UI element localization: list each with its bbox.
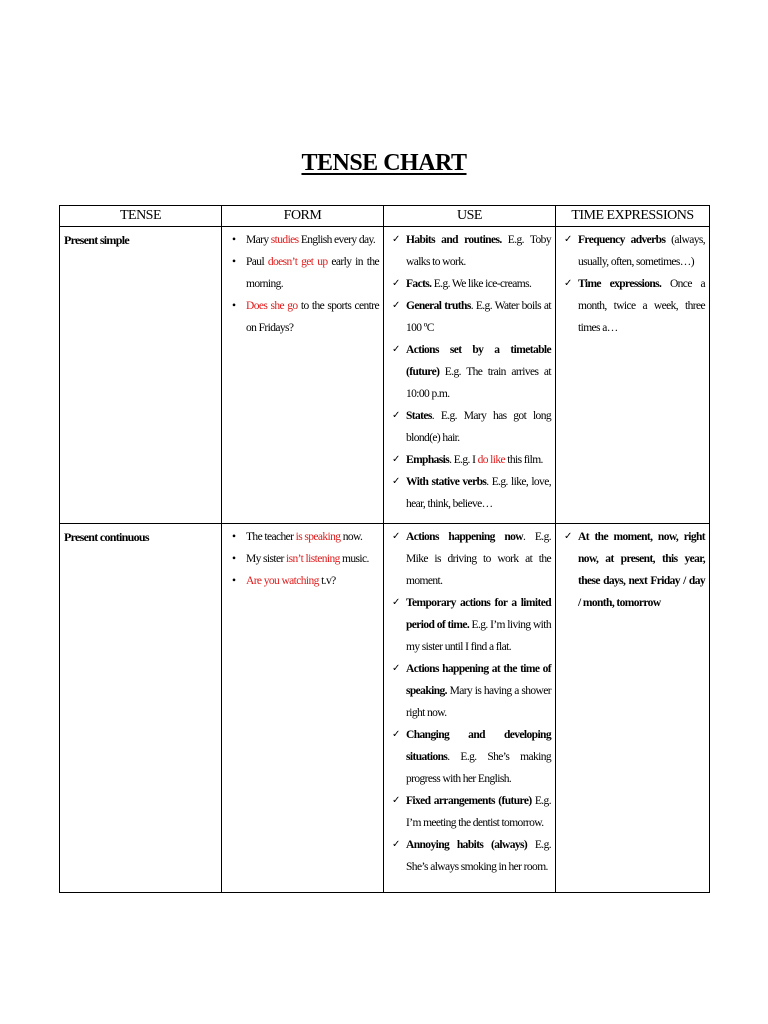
form-cell [222, 227, 384, 524]
time-item: ✓ Time expressions. Once a month, twice a week, three times a… [560, 273, 705, 339]
use-item: ✓ Actions happening at the time of speaking. Mary is having a shower right now. [388, 658, 551, 724]
time-expressions-cell [556, 227, 710, 524]
header-use: USE [384, 206, 556, 227]
form-item: • My sister isn’t listening music. [226, 548, 379, 570]
use-item: ✓ Actions happening now. E.g. Mike is driving to work at the moment. [388, 526, 551, 592]
use-item: ✓ Actions set by a timetable (future) E.g. The train arrives at 10:00 p.m. [388, 339, 551, 405]
use-item: ✓ Emphasis. E.g. I do like this film. [388, 449, 551, 471]
header-form: FORM [222, 206, 384, 227]
use-cell [384, 227, 556, 524]
table-row [60, 227, 710, 524]
use-item: ✓ Fixed arrangements (future) E.g. I’m meeting the dentist tomorrow. [388, 790, 551, 834]
form-item: • Paul doesn’t get up early in the morning. [226, 251, 379, 295]
form-item: • The teacher is speaking now. [226, 526, 379, 548]
use-item: ✓ Temporary actions for a limited period of time. E.g. I’m living with my sister until I find a flat. [388, 592, 551, 658]
table-header-row [60, 206, 710, 227]
table-row [60, 524, 710, 893]
header-time-expressions: TIME EXPRESSIONS [556, 206, 710, 227]
form-item: • Are you watching t.v? [226, 570, 379, 592]
use-item: ✓ Annoying habits (always) E.g. She’s always smoking in her room. [388, 834, 551, 878]
time-item: ✓ Frequency adverbs (always, usually, often, sometimes…) [560, 229, 705, 273]
use-cell [384, 524, 556, 893]
page-title [0, 150, 768, 177]
use-item: ✓ Habits and routines. E.g. Toby walks to work. [388, 229, 551, 273]
use-item: ✓ General truths. E.g. Water boils at 100 ºC [388, 295, 551, 339]
form-cell [222, 524, 384, 893]
tense-table [59, 205, 710, 893]
use-item: ✓ Facts. E.g. We like ice-creams. [388, 273, 551, 295]
time-item: ✓ At the moment, now, right now, at present, this year, these days, next Friday / day / month, tomorrow [560, 526, 705, 614]
title-text: TENSE CHART [301, 150, 467, 176]
use-item: ✓ Changing and developing situations. E.g. She’s making progress with her English. [388, 724, 551, 790]
use-item: ✓ States. E.g. Mary has got long blond(e) hair. [388, 405, 551, 449]
time-expressions-cell [556, 524, 710, 893]
form-item: • Mary studies English every day. [226, 229, 379, 251]
header-tense: TENSE [60, 206, 222, 227]
tense-cell: Present continuous [60, 524, 222, 893]
use-item: ✓ With stative verbs. E.g. like, love, hear, think, believe… [388, 471, 551, 515]
form-item: • Does she go to the sports centre on Fridays? [226, 295, 379, 339]
tense-cell: Present simple [60, 227, 222, 524]
